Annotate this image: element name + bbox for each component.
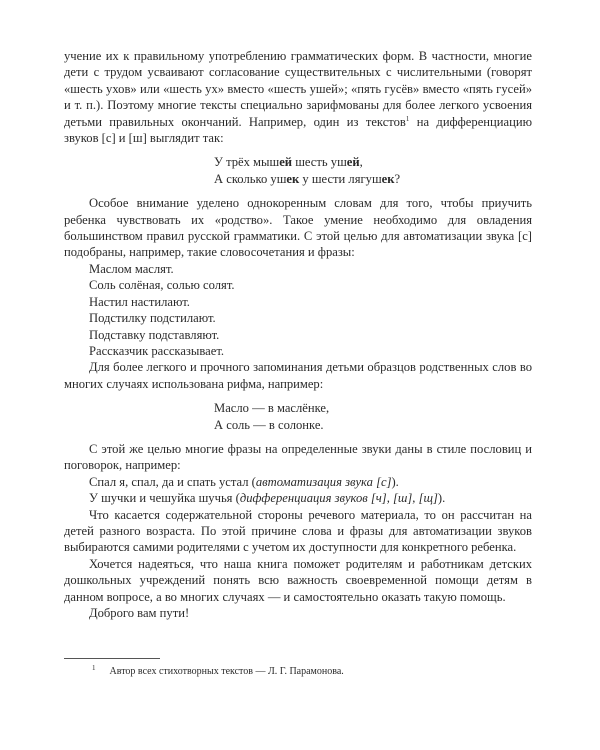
example-text: Спал я, спал, да и спать устал ( [89,474,256,489]
poem-ending-bold: ек [286,171,300,186]
phrase-item: Соль солёная, солью солят. [89,278,235,293]
poem-ending-bold: ек [381,171,395,186]
paragraph-root-words: Особое внимание уделено однокоренным словам для того, чтобы приучить ребенка чувствовать их «родство». Такое умение необходимо для овладения большинством правил русской грамматики. С этой целью для автоматизации звука [с] подобраны, например, такие словосочетания и фразы: [64,196,532,260]
example-punct: ). [437,491,446,506]
example-note-italic: дифференциация звуков [ч], [ш], [щ] [239,491,438,506]
poem-text: У трёх мыш [214,155,280,170]
poem-butter [214,400,532,433]
poem-mice-line-1 [214,154,532,170]
paragraph-intro-text: учение их к правильному употреблению грамматических форм. В частности, многие дети с трудом усваивают согласование существительных с числительными (говорят «шесть ухов» или «шесть ух» вместо «шесть ушей»; «пять гусёв» вместо «пять гусей» и т. п.). Поэтому многие тексты специально зарифмованы для более легкого усвоения детьми правильных окончаний. Например, один из текстов [64,49,532,129]
example-text: У шучки и чешуйка шучья ( [89,491,240,506]
paragraph-proverbs: С этой же целью многие фразы на определенные звуки даны в стиле пословиц и поговорок, например: [64,441,532,473]
example-line-2 [64,490,532,506]
phrase-item: Подстилку подстилают. [89,311,216,326]
footnote-divider [64,658,160,659]
poem-text: шесть уш [292,155,347,170]
phrase-item: Маслом маслят. [89,261,174,276]
poem-ending-bold: ей [279,155,293,170]
example-punct: ). [391,474,399,489]
phrase-item: Подставку подставляют. [89,327,220,342]
example-note-italic: автоматизация звука [с] [255,474,392,489]
paragraph-intro-end: на дифференциацию звуков [с] и [ш] выглядит так: [64,114,532,146]
footnote [92,665,344,678]
poem-text: А сколько уш [214,171,287,186]
paragraph-intro [64,48,532,146]
paragraph-hope: Хочется надеяться, что наша книга поможет родителям и работникам детских дошкольных учреждений понять всю важность своевременной помощи детям в данном вопросе, а во многих случаях — и самостоятельно оказать такую помощь. [64,556,532,604]
poem-mice [214,154,532,187]
paragraph-rhyme: Для более легкого и прочного запоминания детьми образцов родственных слов во многих случаях использована рифма, например: [64,360,532,391]
body-text [64,48,532,621]
footnote-ref[interactable]: 1 [405,114,410,123]
poem-punct: , [359,155,363,170]
phrase-list [64,261,532,359]
poem-text: у шести лягуш [299,171,382,186]
poem-butter-line-2: А соль — в солонке. [214,417,324,432]
footnote-text: Автор всех стихотворных текстов — Л. Г. Парамонова. [109,666,344,677]
phrase-item: Настил настилают. [89,294,190,309]
paragraph-content: Что касается содержательной стороны речевого материала, то он рассчитан на детей разного возраста. По этой причине слова и фразы для автоматизации звуков выбираются самими родителями с учетом их доступности для конкретного ребенка. [64,507,532,555]
poem-mice-line-2 [214,171,532,187]
example-line-1 [64,474,532,490]
poem-butter-line-1: Масло — в маслёнке, [214,401,330,416]
paragraph-farewell: Доброго вам пути! [89,606,190,620]
poem-punct: ? [394,171,401,186]
phrase-item: Рассказчик рассказывает. [89,343,225,358]
poem-ending-bold: ей [346,155,360,170]
footnote-number: 1 [92,663,96,672]
